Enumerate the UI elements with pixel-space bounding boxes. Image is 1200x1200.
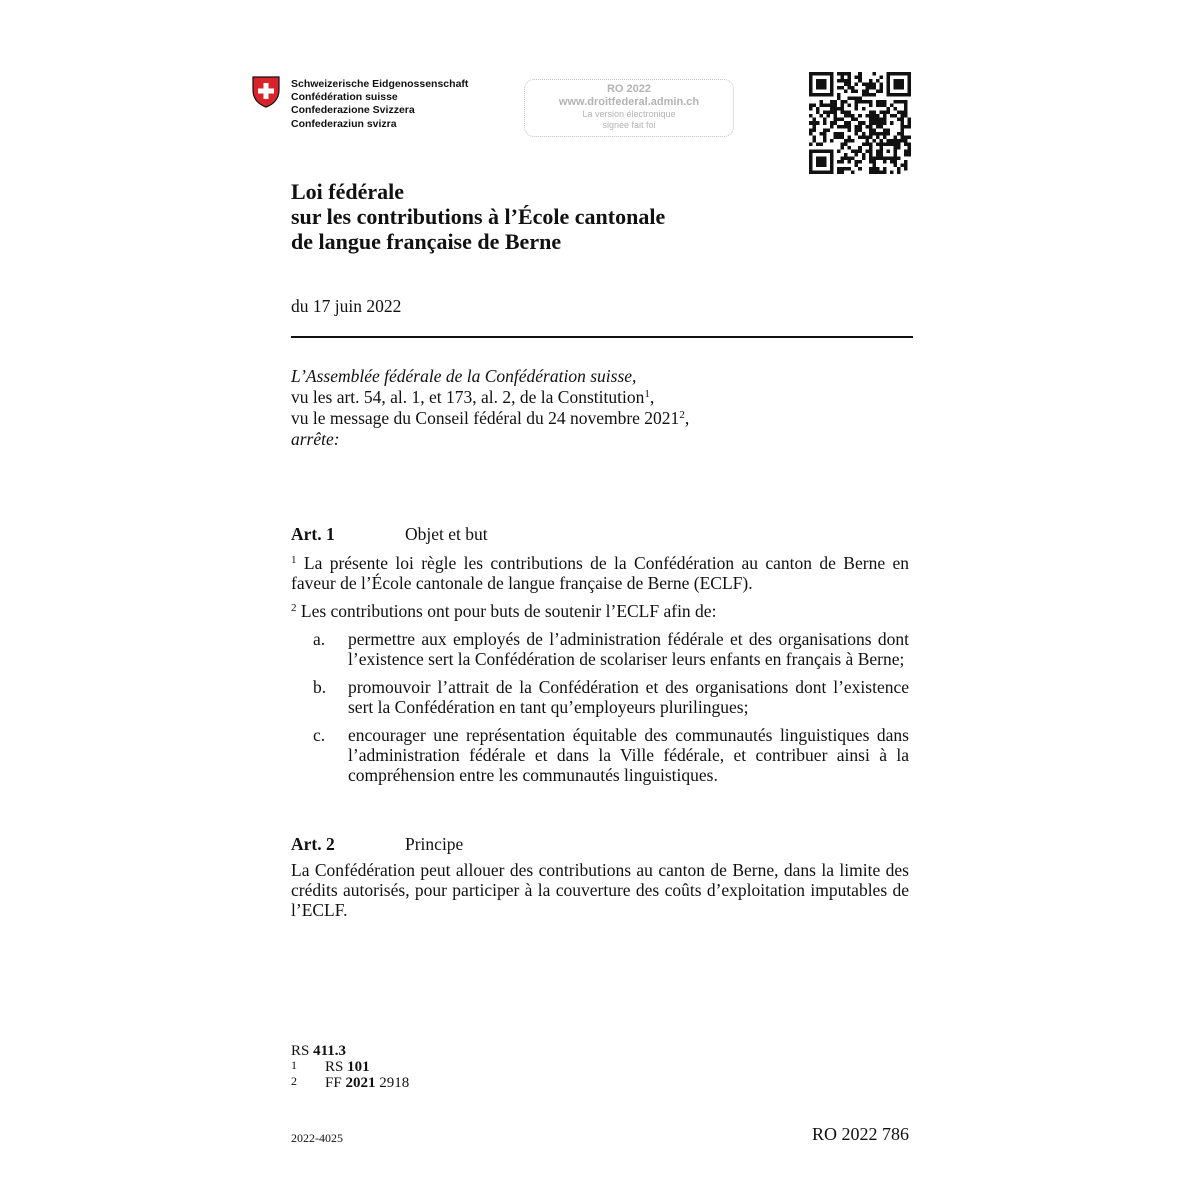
- article-number: Art. 2: [291, 834, 335, 854]
- title-line: Loi fédérale: [291, 179, 405, 204]
- footnote-text: FF 2021 2918: [325, 1075, 410, 1091]
- title-divider: [291, 336, 913, 338]
- list-item: [291, 629, 909, 669]
- official-publication-stamp: [524, 79, 734, 137]
- confederation-wordmark: [291, 78, 468, 131]
- footnotes: [291, 1043, 410, 1091]
- article-list: [291, 629, 909, 785]
- preamble-intro: L’Assemblée fédérale de la Confédération suisse,: [291, 366, 637, 386]
- article-heading: [291, 524, 909, 544]
- title-line: sur les contributions à l’École cantonale: [291, 204, 666, 229]
- qr-code-icon: [809, 72, 911, 174]
- document-number: 2022-4025: [291, 1131, 343, 1145]
- article-2: [291, 834, 909, 920]
- list-item-label: c.: [313, 725, 326, 745]
- footnote: [291, 1058, 370, 1075]
- footnote-text: RS 101: [325, 1059, 370, 1075]
- confederation-line-de: Schweizerische Eidgenossenschaft: [291, 78, 469, 90]
- article-1: [291, 524, 909, 793]
- list-item-label: b.: [313, 677, 327, 697]
- confederation-line-rm: Confederaziun svizra: [291, 117, 397, 130]
- list-item-text: permettre aux employés de l’administration fédérale et des organisations dont l’existence sert la Confédération de scolariser leurs enfants en français à Berne;: [348, 629, 909, 669]
- swiss-cross-shield-icon: [252, 76, 280, 108]
- list-item: [291, 725, 909, 785]
- document-title: [291, 179, 665, 254]
- article-paragraph: $^2$ Les contributions ont pour buts de soutenir l’ECLF afin de:: [291, 601, 717, 621]
- article-title: Objet et but: [405, 524, 488, 544]
- footnote-ref: 1: [644, 388, 650, 400]
- article-heading: [291, 834, 909, 854]
- document-date: du 17 juin 2022: [291, 296, 402, 316]
- preamble-vu-constitution: vu les art. 54, al. 1, et 173, al. 2, de la Constitution$^1$,: [291, 387, 655, 407]
- list-item: [291, 677, 909, 717]
- stamp-note-2: signée fait foi: [602, 120, 656, 130]
- rs-reference: RS 411.3: [291, 1043, 347, 1059]
- official-collection-reference: RO 2022 786: [811, 1124, 909, 1144]
- article-paragraph: $^1$ La présente loi règle les contributions de la Confédération au canton de Berne en faveur de l’École cantonale de langue française de Berne (ECLF).: [291, 553, 909, 593]
- confederation-line-fr: Confédération suisse: [291, 91, 398, 104]
- swiss-coat-of-arms-icon: [252, 76, 280, 108]
- list-item-text: promouvoir l’attrait de la Confédération et des organisations dont l’existence sert la Confédération en tant qu’employeurs plurilingues;: [348, 677, 909, 717]
- article-number: Art. 1: [291, 524, 335, 544]
- paragraph-number: 1: [291, 554, 297, 566]
- paragraph-number: 2: [291, 602, 297, 614]
- stamp-website: www.droitfederal.admin.ch: [558, 96, 700, 108]
- preamble-vu-message: vu le message du Conseil fédéral du 24 novembre 2021$^2$,: [291, 408, 690, 428]
- confederation-line-it: Confederazione Svizzera: [291, 104, 415, 117]
- article-paragraph: La Confédération peut allouer des contributions au canton de Berne, dans la limite des crédits autorisés, pour participer à la couverture des coûts d’exploitation imputables de l’ECLF.: [291, 860, 909, 920]
- stamp-note-1: La version électronique: [582, 109, 676, 119]
- footnote: [291, 1074, 410, 1091]
- article-title: Principe: [405, 834, 464, 854]
- title-line: de langue française de Berne: [291, 229, 562, 254]
- footnote-number: 1: [291, 1058, 297, 1072]
- preamble-arrete: arrête:: [291, 429, 340, 449]
- footnote-ref: 2: [679, 409, 685, 421]
- footnote-number: 2: [291, 1074, 297, 1088]
- list-item-text: encourager une représentation équitable des communautés linguistiques dans l’administration fédérale et dans la Ville fédérale, et contribuer ainsi à la compréhension entre les communautés linguistiques.: [348, 725, 909, 785]
- list-item-label: a.: [313, 629, 326, 649]
- stamp-ro: RO 2022: [606, 83, 652, 95]
- preamble: [291, 366, 913, 450]
